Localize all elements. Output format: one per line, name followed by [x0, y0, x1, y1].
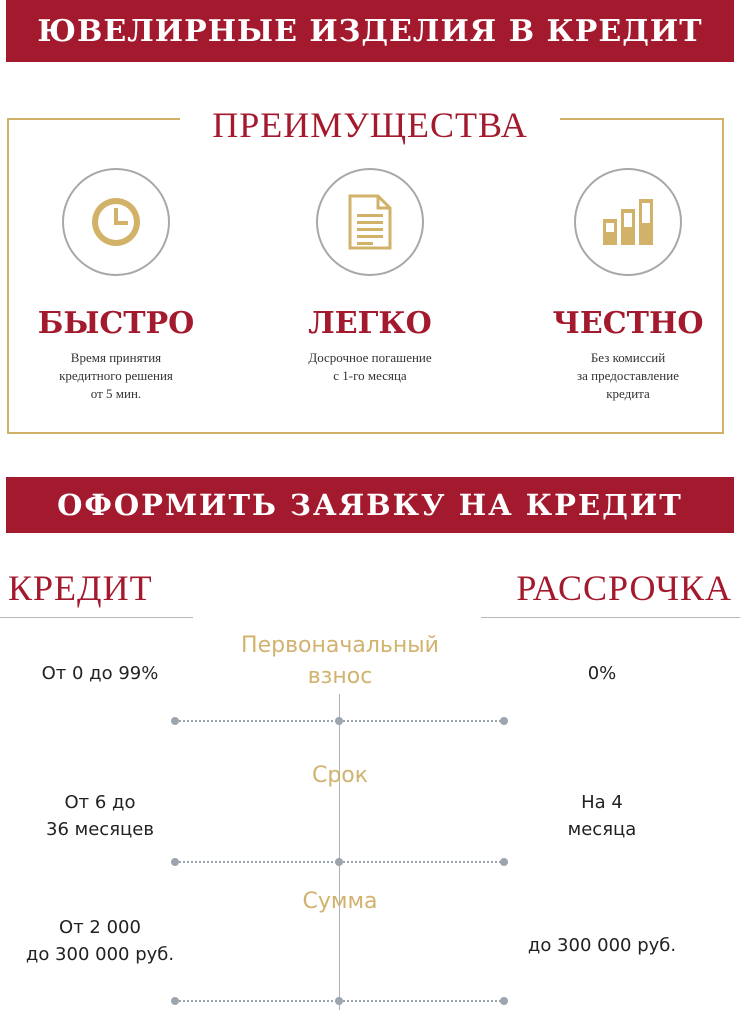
- feature-icon-circle: [574, 168, 682, 276]
- feature-honest: [513, 168, 740, 403]
- feature-icon-circle: [62, 168, 170, 276]
- feature-icon-circle: [316, 168, 424, 276]
- feature-fast: [1, 168, 231, 403]
- separator-dot: [335, 717, 343, 725]
- application-banner-label: ОФОРМИТЬ ЗАЯВКУ НА КРЕДИТ: [57, 488, 683, 522]
- application-banner[interactable]: [6, 477, 734, 533]
- credit-value: От 6 до 36 месяцев: [46, 792, 154, 840]
- bar-chart-icon: [601, 197, 655, 247]
- installment-heading: РАССРОЧКА: [516, 568, 732, 608]
- installment-value: На 4 месяца: [567, 792, 637, 840]
- feature-title: ЧЕСТНО: [552, 306, 704, 341]
- feature-easy: [255, 168, 485, 385]
- installment-value: 0%: [587, 663, 617, 684]
- divider: [481, 617, 740, 618]
- separator-dot: [335, 997, 343, 1005]
- feature-description: Время принятия кредитного решения от 5 мин.: [59, 350, 173, 401]
- feature-title: ЛЕГКО: [308, 306, 432, 341]
- credit-value: От 2 000 до 300 000 руб.: [25, 917, 175, 965]
- center-divider: [339, 694, 340, 1010]
- separator-dot: [171, 717, 179, 725]
- feature-description: Без комиссий за предоставление кредита: [577, 350, 679, 401]
- divider: [0, 617, 193, 618]
- credit-value: От 0 до 99%: [41, 663, 159, 684]
- param-term: Срок: [311, 763, 369, 788]
- param-down-payment: Первоначальный взнос: [241, 633, 439, 689]
- separator-dot: [171, 997, 179, 1005]
- separator-dot: [500, 858, 508, 866]
- header-banner: [6, 0, 734, 62]
- param-amount: Сумма: [302, 889, 378, 914]
- installment-value: до 300 000 руб.: [527, 935, 677, 956]
- feature-description: Досрочное погашение с 1-го месяца: [308, 350, 432, 383]
- clock-icon: [88, 194, 144, 250]
- separator-dot: [500, 717, 508, 725]
- separator-dot: [500, 997, 508, 1005]
- page-title: ЮВЕЛИРНЫЕ ИЗДЕЛИЯ В КРЕДИТ: [37, 13, 703, 49]
- feature-title: БЫСТРО: [37, 306, 195, 341]
- advantages-title: ПРЕИМУЩЕСТВА: [180, 104, 560, 146]
- separator-dot: [335, 858, 343, 866]
- document-icon: [348, 194, 392, 250]
- separator-dot: [171, 858, 179, 866]
- credit-heading: КРЕДИТ: [8, 568, 153, 608]
